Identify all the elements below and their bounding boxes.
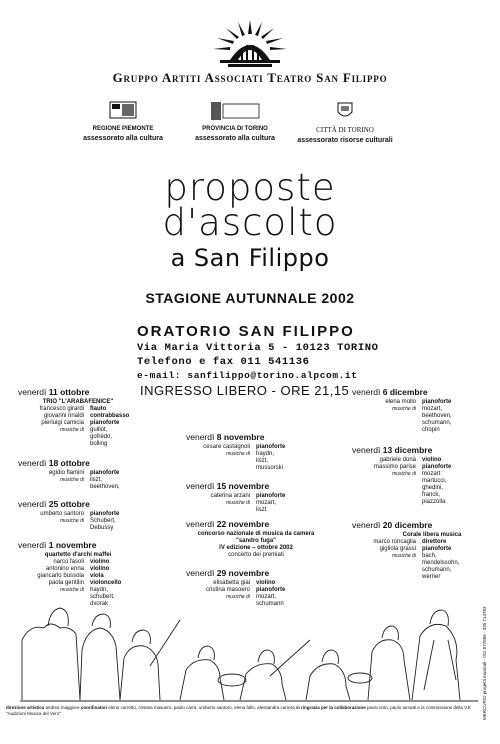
performer-name: narco fasoli xyxy=(53,559,84,565)
composer: beethoven, xyxy=(422,413,452,419)
regione-logo-icon xyxy=(108,100,138,122)
event-date: 13 dicembre xyxy=(382,445,433,455)
venue-phone: Telefono e fax 011 541136 xyxy=(137,356,310,368)
venue-email: e-mail: sanfilippo@torino.alpcom.it xyxy=(137,370,358,381)
composer: schumann, xyxy=(422,420,452,426)
composer: franck, xyxy=(422,492,441,498)
performer-instrument: direttore xyxy=(422,539,447,545)
composer: haydn, xyxy=(256,451,275,457)
event-date: 25 ottobre xyxy=(48,499,90,509)
provincia-logo-icon xyxy=(209,100,261,122)
event-day: venerdì xyxy=(186,519,215,529)
event-18-ottobre xyxy=(18,458,138,491)
sponsor-dept: assessorato risorse culturali xyxy=(297,137,393,144)
composer: bach, xyxy=(422,553,437,559)
music-label: musiche di xyxy=(392,553,416,559)
performer-instrument: flauto xyxy=(90,406,107,412)
performer-instrument: pianoforte xyxy=(90,420,120,426)
event-day: venerdì xyxy=(352,520,381,530)
performer-name: elisabetta giai xyxy=(213,580,250,586)
music-label: musiche di xyxy=(392,471,416,477)
composer: schumann, xyxy=(422,567,452,573)
event-22-novembre xyxy=(186,519,326,559)
composer: liszt xyxy=(256,507,267,513)
event-11-ottobre xyxy=(18,387,138,448)
performer-instrument: pianoforte xyxy=(90,511,120,517)
composer: chopin xyxy=(422,427,440,433)
composer: dvorak xyxy=(90,601,109,607)
title-line-2: d'ascolto xyxy=(162,201,338,244)
event-day: venerdì xyxy=(186,432,215,442)
sponsor-citta xyxy=(290,100,400,144)
event-6-dicembre xyxy=(352,387,482,434)
venue-name: ORATORIO SAN FILIPPO xyxy=(137,323,355,340)
composer: werner xyxy=(422,574,441,580)
performer-name: antonino enna xyxy=(45,566,84,572)
event-date: 29 novembre xyxy=(216,568,270,578)
sponsor-dept: assessorato alla cultura xyxy=(195,135,275,142)
performer-name: gigliola grassi xyxy=(379,546,416,552)
performer-instrument: viola xyxy=(90,573,104,579)
music-label: musiche di xyxy=(226,594,250,600)
composer: schumann xyxy=(256,601,284,607)
event-day: venerdì xyxy=(18,540,47,550)
composer: gofredo, xyxy=(90,434,113,440)
sponsor-provincia xyxy=(180,100,290,142)
event-date: 8 novembre xyxy=(216,432,265,442)
footer-label-direzione: direzione artistica xyxy=(6,705,45,710)
event-day: venerdì xyxy=(352,387,381,397)
event-date: 22 novembre xyxy=(216,519,270,529)
performer-name: pierluigi camicia xyxy=(41,420,84,426)
performer-name: caterina arzani xyxy=(210,493,250,499)
performer-name: giancarlo bussola xyxy=(37,573,84,579)
performer-name: francesco girardi xyxy=(39,406,84,412)
performer-name: giovanni rinaldi xyxy=(43,413,84,419)
title-line-1: proposte xyxy=(164,166,336,209)
performer-instrument: violino xyxy=(422,457,442,463)
music-label: musiche di xyxy=(226,451,250,457)
performer-name: marco roncaglia xyxy=(373,539,416,545)
composer: liszt, xyxy=(90,477,102,483)
sponsor-dept: assessorato alla cultura xyxy=(83,135,163,142)
performer-instrument: violino xyxy=(90,559,110,565)
performer-name: umberto santoro xyxy=(40,511,84,517)
performer-name: elena mollo xyxy=(385,399,416,405)
performer-instrument: violino xyxy=(90,566,110,572)
performer-name: cristina masoero xyxy=(205,587,250,593)
composer: liszt, xyxy=(256,458,268,464)
event-date: 15 novembre xyxy=(216,481,270,491)
performer-instrument: pianoforte xyxy=(256,444,286,450)
event-ensemble: quartetto d'archi maffei xyxy=(44,552,112,558)
event-day: venerdì xyxy=(352,445,381,455)
composer: Schubert, xyxy=(90,518,116,524)
organization-name: Gruppo Artiti Associati Teatro San Filippo xyxy=(112,70,388,85)
event-day: venerdì xyxy=(186,481,215,491)
footer-label-coordinatori: coordinatori xyxy=(80,705,108,710)
venue-address: Via Maria Vittoria 5 - 10123 TORINO xyxy=(137,342,379,354)
performer-instrument: violino xyxy=(256,580,276,586)
sponsor-name: PROVINCIA DI TORINO xyxy=(202,126,268,132)
event-day: venerdì xyxy=(186,568,215,578)
performer-instrument: pianoforte xyxy=(90,470,120,476)
season-heading: STAGIONE AUTUNNALE 2002 xyxy=(145,290,355,306)
citta-crest-icon xyxy=(335,100,355,122)
composer: mendelssohn, xyxy=(422,560,460,566)
event-date: 6 dicembre xyxy=(382,387,428,397)
performer-instrument: pianoforte xyxy=(422,399,452,405)
event-line: IV edizione – ottobre 2002 xyxy=(219,545,293,551)
performer-instrument: pianoforte xyxy=(422,464,452,470)
composer: mussorski xyxy=(256,465,284,471)
composer: guillot, xyxy=(90,427,108,433)
composer: piazzolla xyxy=(422,499,446,505)
event-date: 11 ottobre xyxy=(48,387,90,397)
performer-instrument: violoncello xyxy=(90,580,122,586)
sponsor-name: CITTÀ DI TORINO xyxy=(316,126,374,134)
sponsor-name: REGIONE PIEMONTE xyxy=(92,126,154,132)
entry-info: INGRESSO LIBERO - ORE 21,15 xyxy=(140,383,350,398)
performer-name: paola gentilin xyxy=(48,580,84,586)
music-label: musiche di xyxy=(392,406,416,412)
side-credit-text: MERCURIO progetti musicali - 011 877666 - 335 714783 xyxy=(482,606,487,720)
footer-text-direzione: andrea maggiore xyxy=(45,705,80,710)
composer: beethoven, xyxy=(90,484,120,490)
performer-name: massimo parise xyxy=(373,464,416,470)
event-8-novembre xyxy=(186,432,326,472)
event-line: concerto dei premiati xyxy=(228,552,284,558)
performer-instrument: pianoforte xyxy=(256,493,286,499)
music-label: musiche di xyxy=(226,500,250,506)
sponsor-regione xyxy=(68,100,178,142)
music-label: musiche di xyxy=(60,587,84,593)
event-ensemble: Corale libera musica xyxy=(402,532,462,538)
sunburst-logo xyxy=(208,18,292,70)
composer: haydn, xyxy=(90,587,109,593)
event-date: 20 dicembre xyxy=(382,520,433,530)
composer: mozart xyxy=(422,471,441,477)
footer-text-coordinatori: elena carretto, cristina masoero, paolo carrà, umberto santoro, elena fallo, alessandra carrera xyxy=(108,705,295,710)
event-day: venerdì xyxy=(18,499,47,509)
performer-name: cesare castagnoli xyxy=(203,444,250,450)
event-date: 18 ottobre xyxy=(48,458,90,468)
composer: schubert, xyxy=(90,594,115,600)
event-20-dicembre xyxy=(352,520,482,581)
event-day: venerdì xyxy=(18,458,47,468)
music-label: musiche di xyxy=(60,427,84,433)
composer: bolling xyxy=(90,441,108,447)
performer-instrument: contrabbasso xyxy=(90,413,130,419)
music-label: musiche di xyxy=(60,518,84,524)
performer-name: gabriele donà xyxy=(379,457,416,463)
event-line: concorso nazionale di musica da camera xyxy=(197,531,315,537)
performer-instrument: pianoforte xyxy=(422,546,452,552)
composer: Debussy xyxy=(90,525,114,531)
composer: ghedini, xyxy=(422,485,444,491)
composer: mozart, xyxy=(256,500,277,506)
event-ensemble: TRIO "L'ARABAFENICE" xyxy=(42,399,114,405)
music-label: musiche di xyxy=(60,477,84,483)
side-credit xyxy=(480,606,498,720)
composer: mozart, xyxy=(256,594,277,600)
composer: mozart, xyxy=(422,406,443,412)
event-line: "sandro fuga" xyxy=(235,538,277,544)
event-15-novembre xyxy=(186,481,326,514)
performer-instrument: pianoforte xyxy=(256,587,286,593)
footer-credits xyxy=(6,705,476,717)
footer-text-ringraziamenti: paolo tinto, paolo tumatti e la commissione della V.E "Audizioni Musica del Vero" xyxy=(6,705,471,716)
event-date: 1 novembre xyxy=(48,540,97,550)
event-25-ottobre xyxy=(18,499,138,532)
event-13-dicembre xyxy=(352,445,482,506)
event-day: venerdì xyxy=(18,387,47,397)
performer-name: egidio flamini xyxy=(48,470,84,476)
composer: martucci, xyxy=(422,478,447,484)
musicians-illustration xyxy=(20,580,480,702)
footer-label-ringraziamenti: si ringrazia per la collaborazione xyxy=(295,705,366,710)
title-line-3: a San Filippo xyxy=(170,244,330,272)
